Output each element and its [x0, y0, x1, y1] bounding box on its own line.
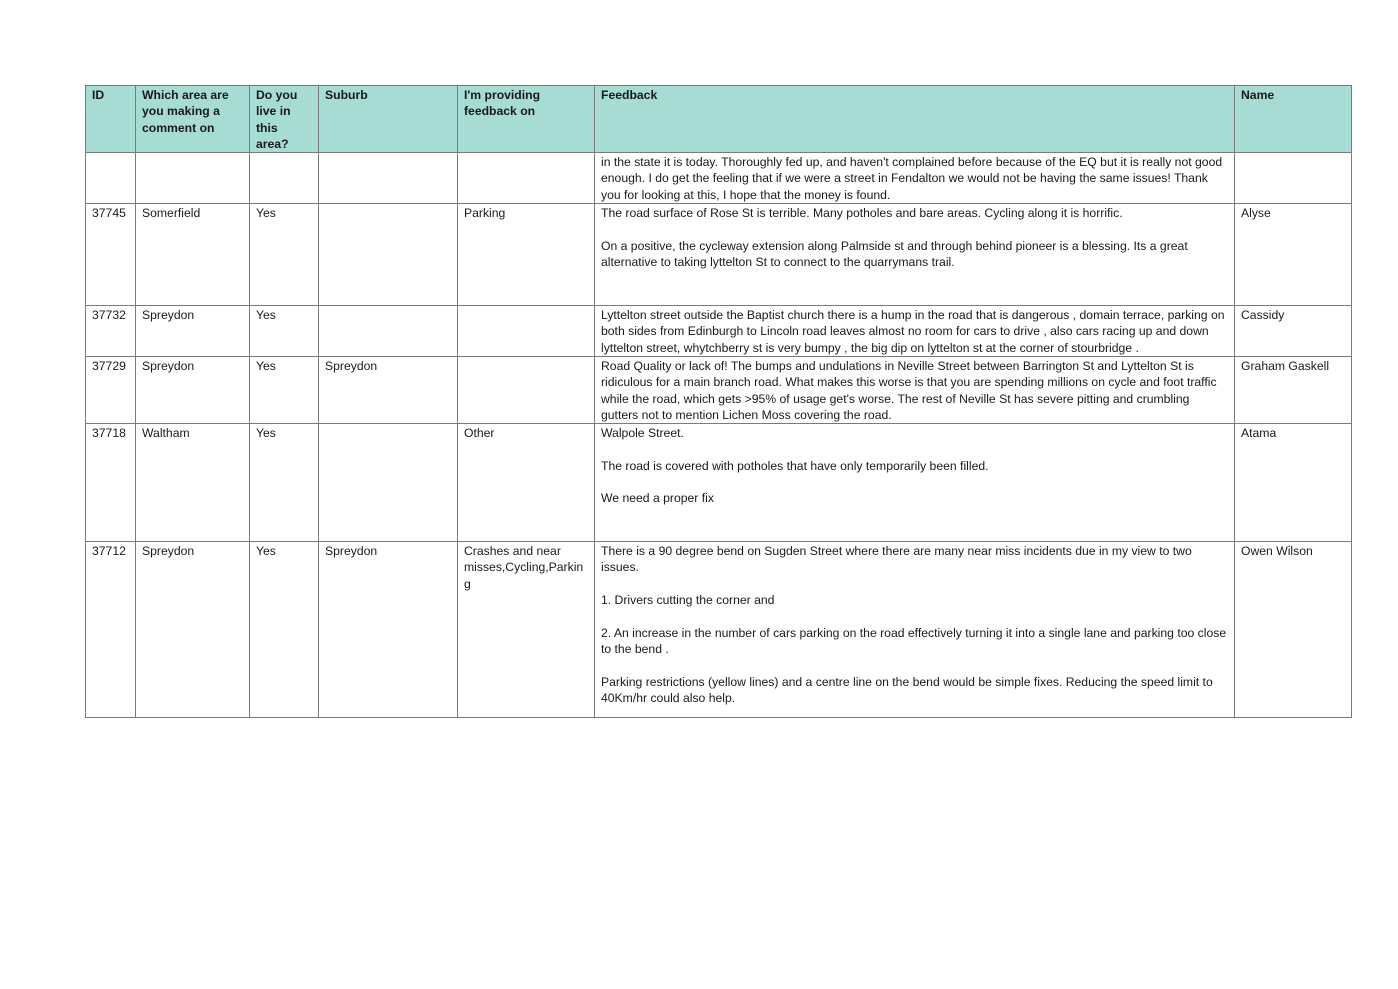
cell-suburb	[319, 153, 458, 204]
feedback-paragraph: The road is covered with potholes that have only temporarily been filled.	[601, 458, 989, 473]
cell-suburb	[319, 424, 458, 542]
document-page	[85, 85, 1351, 718]
cell-suburb	[319, 306, 458, 357]
cell-area: Spreydon	[136, 542, 250, 718]
feedback-paragraph: 1. Drivers cutting the corner and	[601, 593, 775, 608]
cell-name: Graham Gaskell	[1235, 356, 1352, 423]
table-row	[86, 204, 1352, 306]
cell-name: Owen Wilson	[1235, 542, 1352, 718]
cell-live-in-area: Yes	[250, 306, 319, 357]
cell-feedback	[595, 542, 1235, 718]
header-area: Which area are you making a comment on	[136, 86, 250, 153]
feedback-paragraph: Walpole Street.	[601, 426, 684, 441]
header-suburb: Suburb	[319, 86, 458, 153]
cell-id	[86, 153, 136, 204]
table-row	[86, 542, 1352, 718]
cell-name: Cassidy	[1235, 306, 1352, 357]
feedback-paragraph: Lyttelton street outside the Baptist church there is a hump in the road that is dangerous , domain terrace, parking on both sides from Edinburgh to Lincoln road leaves almost no room for cars to drive , also cars racing up and down lyttelton street, whytchberry st is very bumpy , the big dip on lyttelton st at the corner of stourbridge .	[601, 308, 1225, 355]
cell-feedback-topic: Other	[458, 424, 595, 542]
feedback-paragraph: in the state it is today. Thoroughly fed up, and haven't complained before because of the EQ but it is really not good enough. I do get the feeling that if we were a street in Fendalton we would not be having the same issues! Thank you for looking at this, I hope that the money is found.	[601, 155, 1223, 202]
cell-feedback-topic	[458, 356, 595, 423]
feedback-paragraph: Road Quality or lack of! The bumps and undulations in Neville Street between Barrington St and Lyttelton St is ridiculous for a main branch road. What makes this worse is that you are spending millions on cycle and foot traffic while the road, which gets >95% of usage get's worse. The rest of Neville St has severe pitting and crumbling gutters not to mention Lichen Moss covering the road.	[601, 358, 1217, 422]
cell-area: Somerfield	[136, 204, 250, 306]
table-row	[86, 153, 1352, 204]
cell-suburb: Spreydon	[319, 542, 458, 718]
table-row	[86, 424, 1352, 542]
table-header-row	[86, 86, 1352, 153]
header-feedback-topic: I'm providing feedback on	[458, 86, 595, 153]
cell-live-in-area: Yes	[250, 356, 319, 423]
cell-suburb: Spreydon	[319, 356, 458, 423]
cell-suburb	[319, 204, 458, 306]
cell-area: Waltham	[136, 424, 250, 542]
cell-name: Alyse	[1235, 204, 1352, 306]
cell-feedback	[595, 153, 1235, 204]
cell-feedback	[595, 424, 1235, 542]
cell-id: 37745	[86, 204, 136, 306]
table-row	[86, 306, 1352, 357]
feedback-paragraph: The road surface of Rose St is terrible. Many potholes and bare areas. Cycling along it is horrific.	[601, 206, 1123, 221]
feedback-paragraph: Parking restrictions (yellow lines) and a centre line on the bend would be simple fixes. Reducing the speed limit to 40Km/hr could also help.	[601, 674, 1213, 705]
cell-name	[1235, 153, 1352, 204]
feedback-paragraph: On a positive, the cycleway extension along Palmside st and through behind pioneer is a blessing. Its a great alternative to taking lyttelton St to connect to the quarrymans trail.	[601, 238, 1188, 269]
header-live-in-area: Do you live in this area?	[250, 86, 319, 153]
cell-area: Spreydon	[136, 356, 250, 423]
cell-area	[136, 153, 250, 204]
cell-area: Spreydon	[136, 306, 250, 357]
cell-live-in-area: Yes	[250, 204, 319, 306]
cell-feedback	[595, 306, 1235, 357]
cell-id: 37729	[86, 356, 136, 423]
cell-feedback-topic: Parking	[458, 204, 595, 306]
header-name: Name	[1235, 86, 1352, 153]
cell-id: 37732	[86, 306, 136, 357]
table-body	[86, 153, 1352, 718]
cell-feedback-topic	[458, 153, 595, 204]
header-id: ID	[86, 86, 136, 153]
table-row	[86, 356, 1352, 423]
cell-name: Atama	[1235, 424, 1352, 542]
cell-live-in-area: Yes	[250, 542, 319, 718]
header-feedback: Feedback	[595, 86, 1235, 153]
cell-feedback	[595, 356, 1235, 423]
feedback-table	[85, 85, 1352, 718]
cell-feedback-topic: Crashes and near misses,Cycling,Parking	[458, 542, 595, 718]
cell-live-in-area: Yes	[250, 424, 319, 542]
cell-live-in-area	[250, 153, 319, 204]
feedback-paragraph: We need a proper fix	[601, 491, 714, 506]
feedback-paragraph: There is a 90 degree bend on Sugden Street where there are many near miss incidents due in my view to two issues.	[601, 544, 1192, 575]
cell-feedback-topic	[458, 306, 595, 357]
cell-id: 37712	[86, 542, 136, 718]
feedback-paragraph: 2. An increase in the number of cars parking on the road effectively turning it into a single lane and parking too close to the bend .	[601, 625, 1227, 656]
cell-feedback	[595, 204, 1235, 306]
cell-id: 37718	[86, 424, 136, 542]
